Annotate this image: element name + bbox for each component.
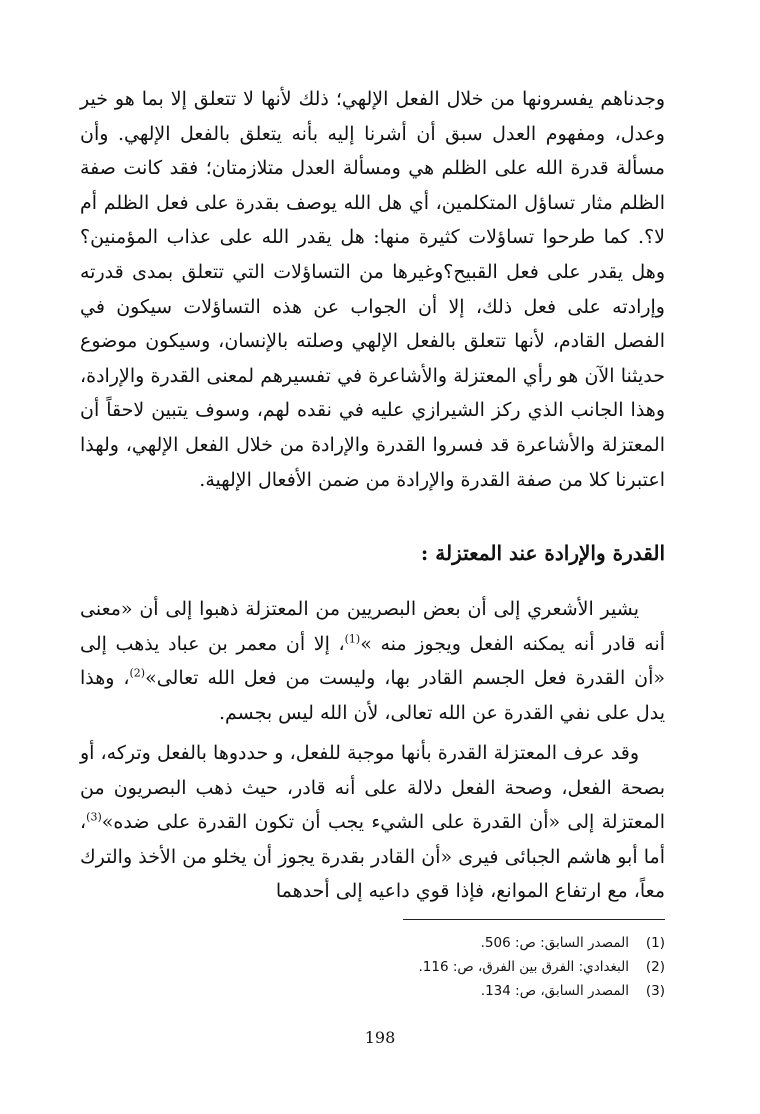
footnotes [80,931,665,1003]
body-paragraph: وجدناهم يفسرونها من خلال الفعل الإلهي؛ ذلك لأنها لا تتعلق إلا بما هو خير وعدل، ومفهوم العدل سبق أن أشرنا إليه بأنه يتعلق بالفعل الإلهي. وأن مسألة قدرة الله على الظلم هي ومسألة العدل متلازمتان؛ فقد كانت صفة الظلم مثار تساؤل المتكلمين، أي هل الله يوصف بقدرة على فعل الظلم أم لا؟. كما طرحوا تساؤلات كثيرة منها: هل يقدر الله على عذاب المؤمنين؟وهل يقدر على فعل القبيح؟وغيرها من التساؤلات التي تتعلق بمدى قدرته وإرادته على فعل ذلك، إلا أن الجواب عن هذه التساؤلات سيكون في الفصل القادم، لأنها تتعلق بالفعل الإلهي وصلته بالإنسان، وسيكون موضوع حديثنا الآن هو رأي المعتزلة والأشاعرة في تفسيرهم لمعنى القدرة والإرادة، وهذا الجانب الذي ركز الشيرازي عليه في نقده لهم، وسوف يتبين لاحقاً أن المعتزلة والأشاعرة قد فسروا القدرة والإرادة من خلال الفعل الإلهي، ولهذا اعتبرنا كلا من صفة القدرة والإرادة من ضمن الأفعال الإلهية. [80,88,665,491]
footnote-text: المصدر السابق: ص: 506. [480,935,629,951]
body-paragraph [80,736,665,909]
footnote-ref-2: (2) [129,666,146,680]
paragraph-text: ، وهذا يدل على نفي القدرة عن الله تعالى، لأن الله ليس بجسم. [80,667,665,724]
footnote-number: (2) [645,959,665,975]
paragraph-text: وقد عرف المعتزلة القدرة بأنها موجبة للفعل، و حددوها بالفعل وتركه، أو بصحة الفعل، وصحة الفعل دلالة على أنه قادر، حيث ذهب البصريون من المعتزلة إلى «أن القدرة على الشيء يجب أن تكون القدرة على ضده» [80,742,665,833]
paragraph-text: يشير الأشعري إلى أن بعض البصريين من المعتزلة ذهبوا إلى أن «معنى أنه قادر أنه يمكنه الفعل ويجوز منه » [80,598,666,655]
footnote-number: (3) [645,983,665,999]
paragraph-text: ، أما أبو هاشم الجبائى فيرى «أن القادر بقدرة يجوز أن يخلو من الأخذ والترك معاً، مع ارتفاع الموانع، فإذا قوي داعيه إلى أحدهما [80,811,665,902]
footnote-ref-3: (3) [86,810,102,824]
page-number: 198 [364,1028,396,1047]
footnote-ref-1: (1) [344,632,361,646]
footnote-item [80,955,665,979]
footnote-text: البغدادي: الفرق بين الفرق، ص: 116. [418,959,629,975]
footnote-item [80,931,665,955]
footnote-separator [403,919,665,920]
footnote-item [80,979,665,1003]
paragraph-text: ، إلا أن معمر بن عباد يذهب إلى «أن القدرة فعل الجسم القادر بها، وليست من فعل الله تعالى» [80,632,665,689]
body-paragraph [80,592,665,730]
footnote-number: (1) [645,935,665,951]
footnote-text: المصدر السابق، ص: 134. [480,983,629,999]
section-heading: القدرة والإرادة عند المعتزلة : [420,541,665,565]
